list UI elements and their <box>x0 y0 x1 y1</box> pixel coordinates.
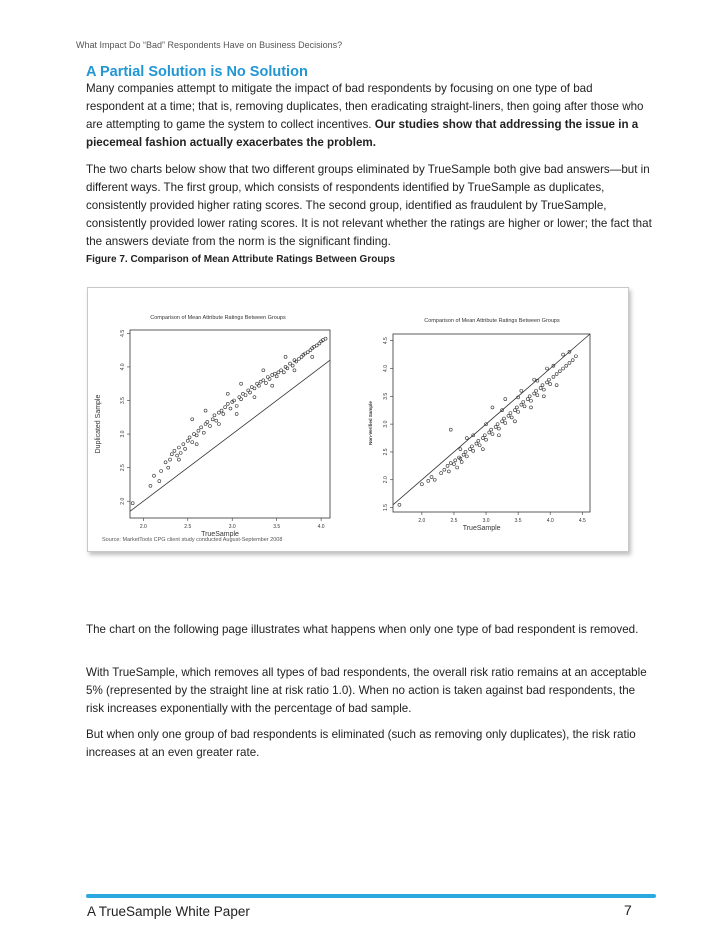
chart-2-point <box>568 361 571 364</box>
chart-1-point <box>191 441 194 444</box>
chart-2-xtick-label: 4.0 <box>546 518 554 524</box>
chart-2-point <box>528 395 531 398</box>
chart-1-point <box>184 447 187 450</box>
chart-2-point <box>488 431 491 434</box>
chart-1-xtick-label: 2.5 <box>184 524 192 530</box>
chart-1-point <box>240 382 243 385</box>
chart-2-point <box>535 389 538 392</box>
chart-2-point <box>541 384 544 387</box>
chart-2-point <box>454 459 457 462</box>
chart-2-point <box>523 405 526 408</box>
chart-1-point <box>284 355 287 358</box>
chart-1-point <box>297 357 300 360</box>
chart-2-point <box>515 406 518 409</box>
chart-2-point <box>546 367 549 370</box>
chart-2-point <box>565 364 568 367</box>
chart-1-point <box>213 414 216 417</box>
chart-1-point <box>315 344 318 347</box>
chart-2-point <box>520 403 523 406</box>
chart-2-point <box>517 410 520 413</box>
chart-1-point <box>324 337 327 340</box>
chart-1-point <box>215 419 218 422</box>
chart-2-xtick-label: 2.5 <box>450 518 458 524</box>
chart-1-ytick-label: 4.0 <box>120 363 126 371</box>
chart-2-point <box>542 388 545 391</box>
paragraph-intro-bold: Our studies show that addressing the issue in a piecemeal fashion actually exacerbates the problem. <box>86 118 639 149</box>
chart-2-point <box>430 475 433 478</box>
chart-2-ytick-label: 3.0 <box>383 420 389 428</box>
chart-1-title: Comparison of Mean Attribute Ratings Between Groups <box>150 315 286 321</box>
chart-1-point <box>289 362 292 365</box>
paragraph-two-groups: The two charts below show that two different groups eliminated by TrueSample both give bad answers—but in different ways. The first group, which consists of respondents identified by TrueSample as duplicates, consistently provided higher rating scores. The second group, identified as fraudulent by TrueSample, consistently provided lower rating scores. It is not relevant whether the ratings are higher or lower; the fact that the answers deviate from the norm is the significant finding. <box>86 163 652 248</box>
chart-1-point <box>206 420 209 423</box>
chart-1-point <box>280 369 283 372</box>
chart-2-point <box>510 416 513 419</box>
chart-2-point <box>542 395 545 398</box>
chart-1-point <box>153 474 156 477</box>
chart-2-point <box>504 422 507 425</box>
chart-1-point <box>249 391 252 394</box>
chart-2-xtick-label: 3.0 <box>482 518 490 524</box>
chart-2-point <box>475 442 478 445</box>
chart-1-xtick-label: 4.0 <box>317 524 325 530</box>
chart-2-ytick-label: 2.5 <box>383 448 389 456</box>
chart-1-point <box>235 404 238 407</box>
chart-2-point <box>539 386 542 389</box>
chart-2-point <box>469 448 472 451</box>
chart-2-point <box>447 470 450 473</box>
chart-2-point <box>472 449 475 452</box>
chart-2-point <box>496 423 499 426</box>
chart-1-point <box>226 402 229 405</box>
paragraph-intro-text: Many companies attempt to mitigate the impact of bad respondents by focusing on one type of bad respondent at a time; that is, removing duplicates, then eradicating straight-liners, then going after those who are attempting to game the system to collect incentives. <box>86 82 644 131</box>
chart-1-point <box>200 426 203 429</box>
chart-1-point <box>191 418 194 421</box>
chart-2-xtick-label: 2.0 <box>418 518 426 524</box>
chart-1-ytick-label: 2.5 <box>120 464 126 472</box>
chart-1-point <box>167 466 170 469</box>
chart-2-point <box>509 411 512 414</box>
chart-2-ytick-label: 4.5 <box>383 337 389 345</box>
chart-1-point <box>253 396 256 399</box>
chart-2-point <box>497 434 500 437</box>
chart-1-ytick-label: 2.0 <box>120 497 126 505</box>
chart-1-point <box>131 502 134 505</box>
chart-1-point <box>173 449 176 452</box>
chart-2-xtick-label: 4.5 <box>578 518 586 524</box>
chart-2-point <box>555 373 558 376</box>
chart-1-point <box>188 436 191 439</box>
chart-1-point <box>226 392 229 395</box>
chart-2-point <box>520 389 523 392</box>
chart-1-point <box>217 423 220 426</box>
chart-2-point <box>398 503 401 506</box>
chart-1-xlabel: TrueSample <box>201 531 239 538</box>
chart-2-point <box>547 378 550 381</box>
chart-2-point <box>552 375 555 378</box>
chart-2-point <box>481 437 484 440</box>
chart-2-point <box>462 453 465 456</box>
chart-1-point <box>240 398 243 401</box>
chart-2-point <box>446 464 449 467</box>
chart-2-ytick-label: 2.0 <box>383 476 389 484</box>
chart-2-point <box>481 448 484 451</box>
chart-2-point <box>433 478 436 481</box>
chart-2-ytick-label: 3.5 <box>383 392 389 400</box>
chart-2-point <box>420 483 423 486</box>
chart-2-xlabel: TrueSample <box>462 525 501 532</box>
chart-1-point <box>209 425 212 428</box>
section-title: A Partial Solution is No Solution <box>86 64 308 80</box>
chart-2-point <box>440 472 443 475</box>
chart-2-ytick-label: 1.5 <box>383 504 389 512</box>
chart-2-ylabel: Non-Verified Sample <box>368 401 373 445</box>
chart-2-point <box>507 414 510 417</box>
chart-2-point <box>522 400 525 403</box>
chart-1-point <box>229 407 232 410</box>
chart-2-point <box>513 420 516 423</box>
chart-2-point <box>449 428 452 431</box>
paragraph-one-group: But when only one group of bad respondents is eliminated (such as removing only duplicates), the risk ratio increases at an even greater rate. <box>86 728 636 759</box>
chart-2-point <box>558 370 561 373</box>
chart-2-point <box>477 439 480 442</box>
chart-1-point <box>158 480 161 483</box>
chart-1-point <box>179 451 182 454</box>
figure-panel <box>87 287 629 552</box>
chart-1-ytick-label: 3.0 <box>120 430 126 438</box>
chart-1-point <box>197 429 200 432</box>
chart-1-point <box>195 434 198 437</box>
chart-1-xtick-label: 3.5 <box>273 524 281 530</box>
chart-1-point <box>220 409 223 412</box>
scatter-figure <box>88 288 628 551</box>
chart-1-point <box>182 443 185 446</box>
chart-1-point <box>186 439 189 442</box>
chart-1-point <box>169 458 172 461</box>
chart-2-reference-line <box>393 334 590 505</box>
chart-2-point <box>533 392 536 395</box>
chart-1-point <box>271 384 274 387</box>
chart-2-point <box>546 381 549 384</box>
chart-2-point <box>562 367 565 370</box>
chart-2-point <box>504 398 507 401</box>
chart-1-point <box>268 378 271 381</box>
chart-2-point <box>533 378 536 381</box>
chart-2-xtick-label: 3.5 <box>514 518 522 524</box>
chart-1-ytick-label: 3.5 <box>120 397 126 404</box>
chart-1-point <box>275 375 278 378</box>
chart-1-point <box>222 412 225 415</box>
chart-1-point <box>195 443 198 446</box>
chart-2-point <box>513 409 516 412</box>
chart-1-xtick-label: 3.0 <box>228 524 236 530</box>
chart-2-point <box>483 434 486 437</box>
chart-1-point <box>177 458 180 461</box>
chart-2-point <box>470 445 473 448</box>
chart-1-point <box>202 431 205 434</box>
chart-2-point <box>526 398 529 401</box>
chart-2-point <box>491 433 494 436</box>
chart-1-point <box>204 409 207 412</box>
chart-1-point <box>277 371 280 374</box>
running-header: What Impact Do “Bad” Respondents Have on Business Decisions? <box>76 40 343 50</box>
chart-2-point <box>485 438 488 441</box>
chart-2-point <box>456 466 459 469</box>
chart-2-point <box>452 463 455 466</box>
chart-2-point <box>529 399 532 402</box>
chart-1-point <box>311 355 314 358</box>
chart-1-point <box>164 461 167 464</box>
chart-2-point <box>555 384 558 387</box>
chart-2-point <box>571 359 574 362</box>
chart-2-point <box>459 448 462 451</box>
chart-1-ylabel: Duplicated Sample <box>95 394 102 454</box>
paragraph-intro <box>86 80 652 152</box>
chart-2-point <box>491 406 494 409</box>
chart-2-point <box>443 468 446 471</box>
chart-1-point <box>160 470 163 473</box>
chart-1-point <box>262 379 265 382</box>
chart-2-point <box>427 479 430 482</box>
chart-1-point <box>244 394 247 397</box>
chart-1-ytick-label: 4.5 <box>120 329 126 337</box>
chart-2-point <box>574 355 577 358</box>
paragraph-truesample-risk: With TrueSample, which removes all types of bad respondents, the overall risk ratio remains at an acceptable 5% (represented by the straight line at risk ratio 1.0). When no action is taken against bad respondents, the risk increases exponentially with the percentage of bad sample. <box>86 666 647 715</box>
figure-source-note: Source: MarketTools CPG client study conducted August-September 2008 <box>102 537 283 543</box>
chart-1-point <box>265 382 268 385</box>
chart-2-title: Comparison of Mean Attribute Ratings Between Groups <box>424 318 560 324</box>
figure-caption: Figure 7. Comparison of Mean Attribute Ratings Between Groups <box>86 254 396 265</box>
chart-1-point <box>291 364 294 367</box>
chart-2-point <box>501 420 504 423</box>
chart-2-point <box>497 427 500 430</box>
chart-2-point <box>449 462 452 465</box>
chart-2-point <box>465 455 468 458</box>
chart-1-point <box>253 387 256 390</box>
chart-2-point <box>465 437 468 440</box>
chart-1-point <box>257 384 260 387</box>
chart-2-point <box>536 394 539 397</box>
chart-1-point <box>306 351 309 354</box>
chart-1-point <box>170 453 173 456</box>
chart-1-point <box>217 411 220 414</box>
chart-2-point <box>464 450 467 453</box>
footer-rule <box>86 894 656 898</box>
page-number: 7 <box>624 902 632 918</box>
chart-2-point <box>549 383 552 386</box>
chart-1-point <box>282 371 285 374</box>
chart-2-point <box>494 425 497 428</box>
chart-1-point <box>235 412 238 415</box>
chart-1-point <box>224 406 227 409</box>
chart-2-ytick-label: 4.0 <box>383 365 389 372</box>
chart-2-point <box>478 444 481 447</box>
chart-2-point <box>529 406 532 409</box>
chart-1-xtick-label: 2.0 <box>139 524 147 530</box>
chart-2-point <box>460 460 463 463</box>
chart-2-point <box>490 428 493 431</box>
chart-1-point <box>176 454 179 457</box>
chart-1-point <box>211 418 214 421</box>
chart-1-reference-line <box>130 360 330 511</box>
chart-2-point <box>562 353 565 356</box>
chart-1-point <box>293 369 296 372</box>
chart-1-point <box>149 484 152 487</box>
chart-1-point <box>177 446 180 449</box>
paragraph-following-chart: The chart on the following page illustrates what happens when only one type of bad respondent is removed. <box>86 623 639 636</box>
chart-2-point <box>503 417 506 420</box>
chart-1-point <box>262 369 265 372</box>
footer-title: A TrueSample White Paper <box>87 904 250 919</box>
